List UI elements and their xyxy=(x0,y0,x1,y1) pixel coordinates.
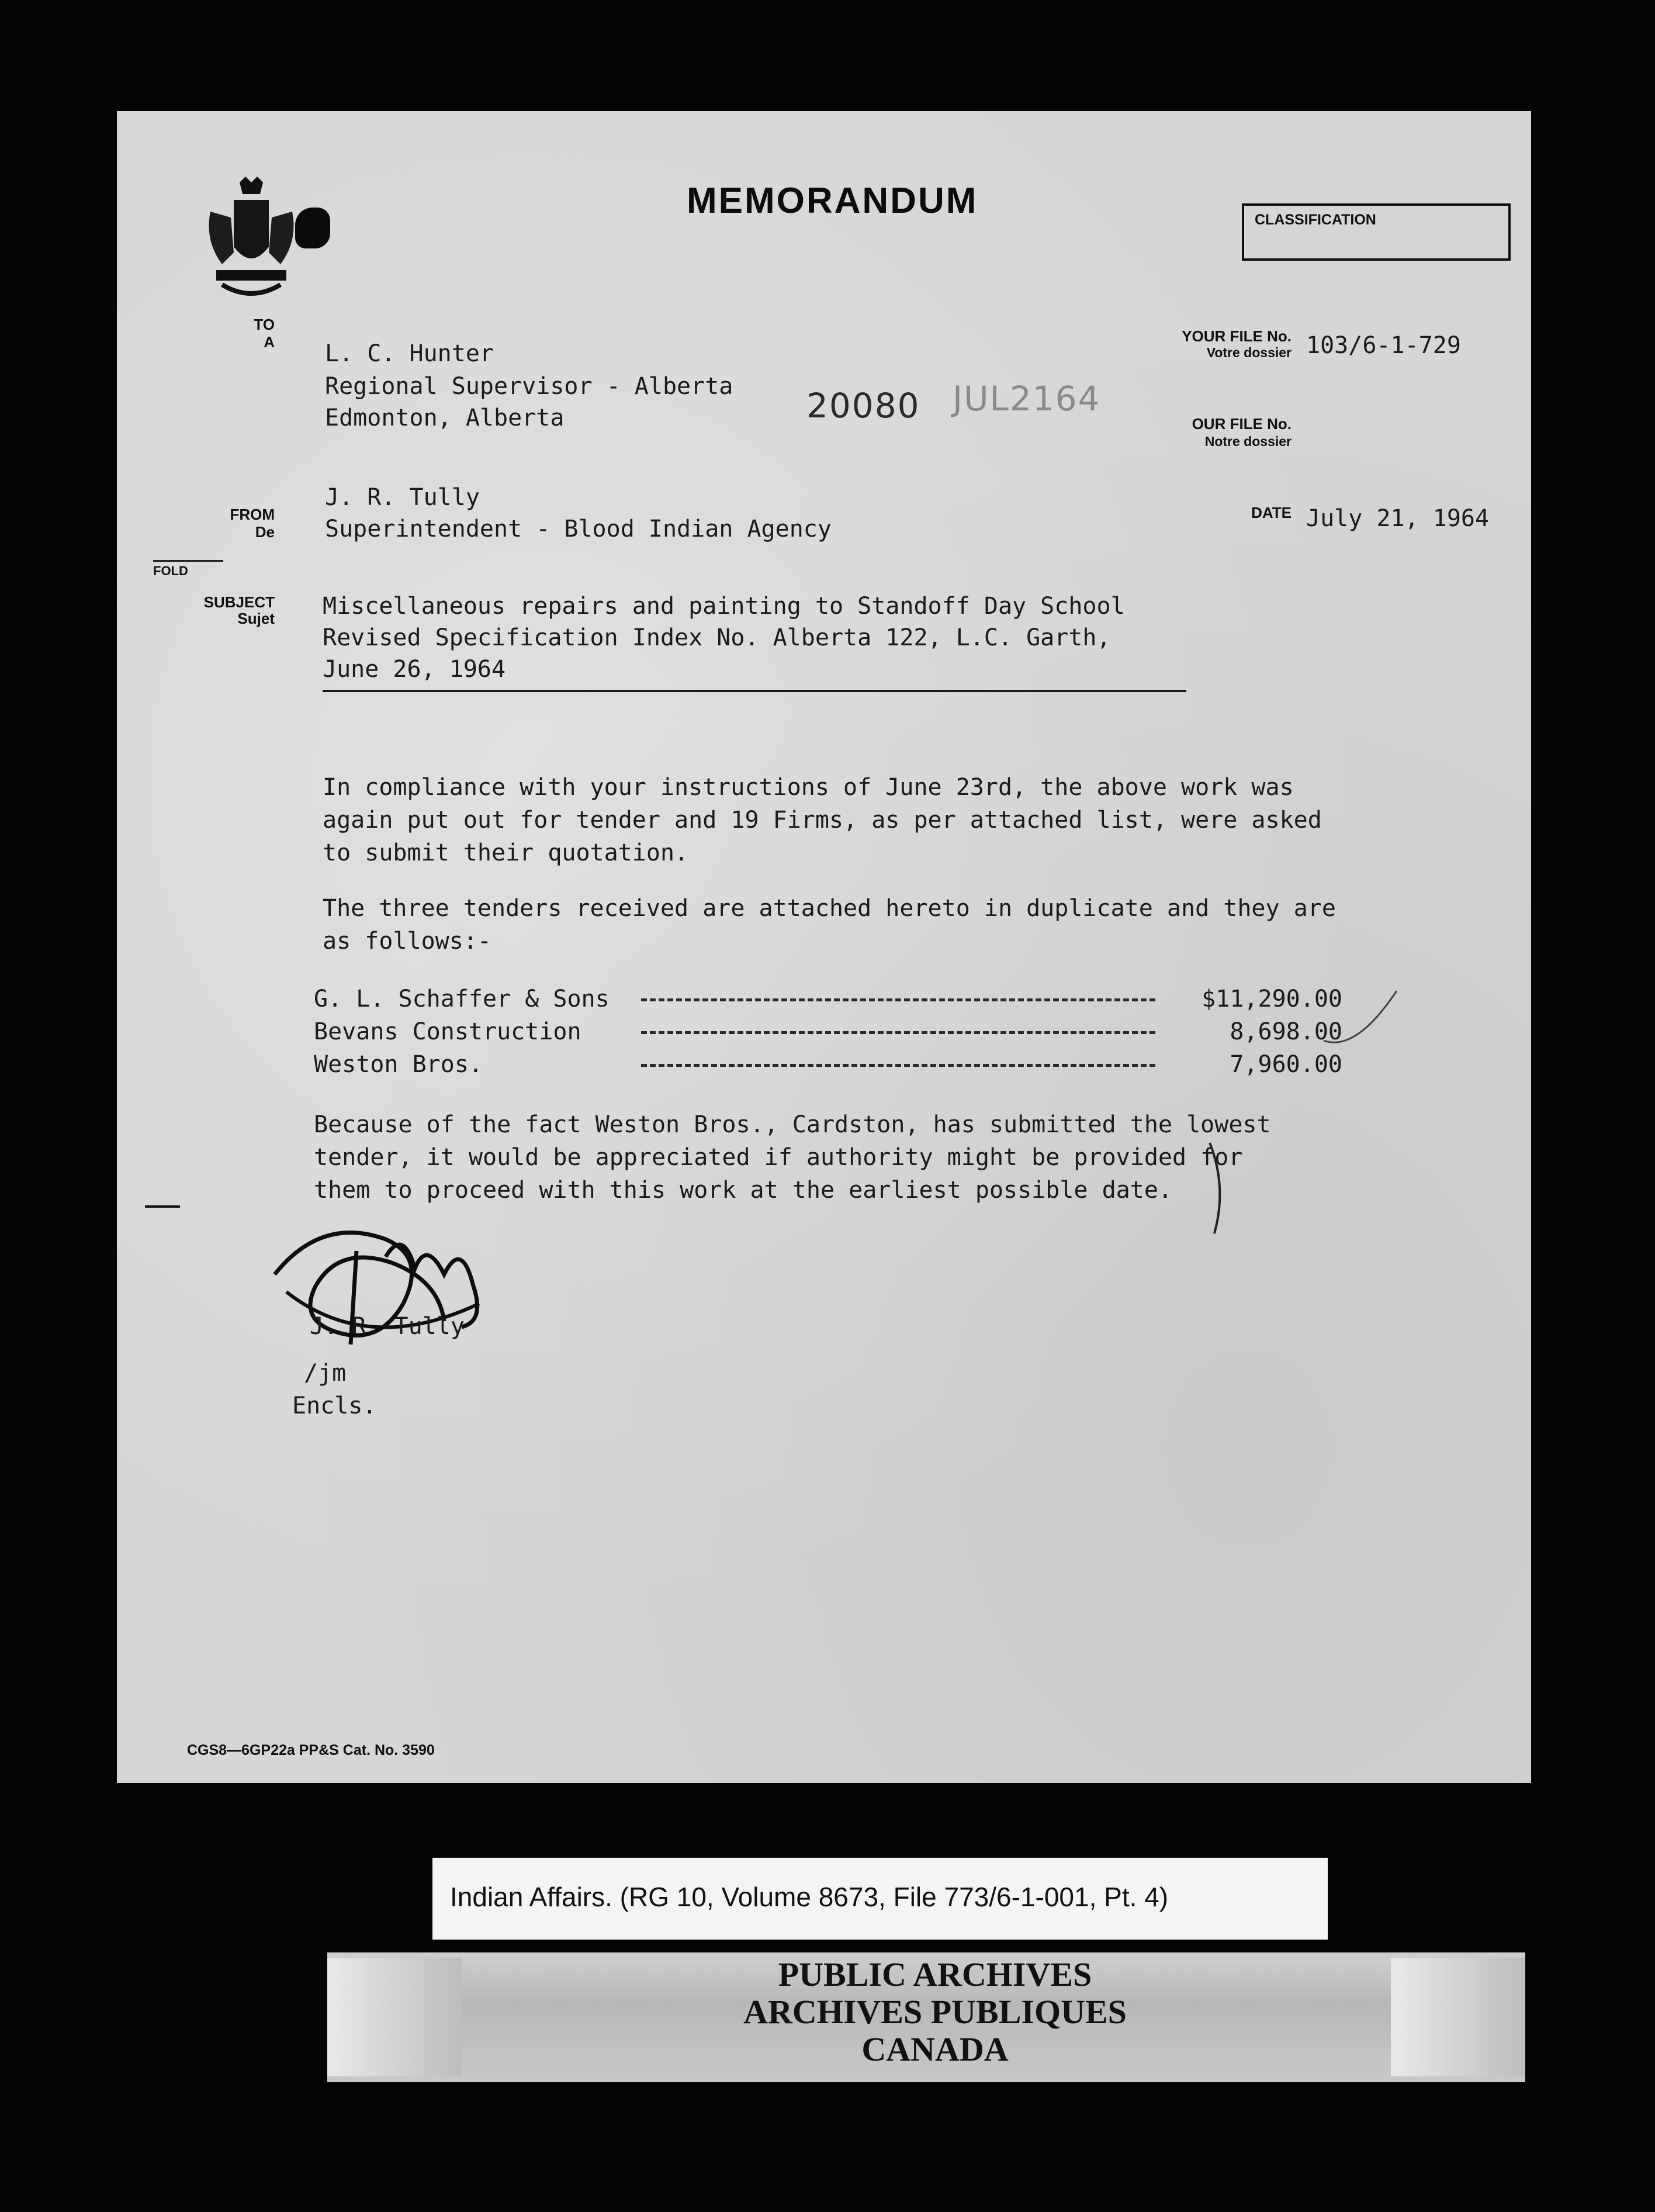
your-file-label-fr: Votre dossier xyxy=(1206,345,1292,360)
tender-row xyxy=(314,982,1342,1016)
subject-underline xyxy=(323,690,1186,692)
fold-label: FOLD xyxy=(153,564,188,578)
body-p1-line-3: to submit their quotation. xyxy=(323,839,689,866)
archive-reference-text: Indian Affairs. (RG 10, Volume 8673, File 773/6-1-001, Pt. 4) xyxy=(450,1882,1169,1912)
tender-amount: $11,290.00 xyxy=(1202,986,1342,1012)
our-file-label-en: OUR FILE No. xyxy=(1192,415,1292,433)
margin-dash xyxy=(145,1205,180,1208)
pencil-bracket-mark xyxy=(1204,1140,1239,1239)
tender-leader xyxy=(641,1031,1155,1034)
tender-row xyxy=(314,1048,1342,1081)
coat-of-arms-emblem xyxy=(199,177,304,305)
your-file-number: 103/6-1-729 xyxy=(1306,332,1461,359)
classification-label: CLASSIFICATION xyxy=(1255,212,1376,228)
subject-line-1: Miscellaneous repairs and painting to Standoff Day School xyxy=(323,593,1125,620)
archive-stamp-text xyxy=(596,1956,1274,2068)
received-stamp-number: 20080 xyxy=(806,386,920,426)
tender-name: G. L. Schaffer & Sons xyxy=(314,986,610,1012)
band-left-cap xyxy=(327,1958,462,2076)
tender-name: Bevans Construction xyxy=(314,1018,581,1045)
body-p3-line-2: tender, it would be appreciated if authority might be provided for xyxy=(314,1144,1243,1171)
form-code: CGS8—6GP22a PP&S Cat. No. 3590 xyxy=(187,1742,435,1758)
body-p1-line-1: In compliance with your instructions of June 23rd, the above work was xyxy=(323,774,1294,801)
to-line-city: Edmonton, Alberta xyxy=(325,405,565,431)
date-label: DATE xyxy=(1251,504,1292,521)
from-label-fr: De xyxy=(255,523,275,541)
archive-reference-label xyxy=(432,1858,1328,1940)
memo-title: MEMORANDUM xyxy=(687,181,978,221)
subject-line-3: June 26, 1964 xyxy=(323,656,506,683)
tender-amount: 7,960.00 xyxy=(1230,1051,1342,1078)
fold-line xyxy=(153,560,223,562)
subject-label-en: SUBJECT xyxy=(203,593,275,611)
received-stamp-date: JUL2164 xyxy=(953,379,1101,419)
tender-row xyxy=(314,1015,1342,1049)
body-p3-line-3: them to proceed with this work at the earliest possible date. xyxy=(314,1177,1173,1204)
to-line-name: L. C. Hunter xyxy=(325,340,494,367)
enclosures-note: Encls. xyxy=(292,1392,377,1419)
tender-leader xyxy=(641,998,1155,1001)
body-p2-line-2: as follows:- xyxy=(323,928,491,955)
handwritten-signature xyxy=(251,1204,532,1380)
archive-stamp-line-2: ARCHIVES PUBLIQUES xyxy=(743,1993,1127,2031)
classification-box xyxy=(1242,203,1511,261)
from-line-name: J. R. Tully xyxy=(325,484,480,511)
body-p2-line-1: The three tenders received are attached hereto in duplicate and they are xyxy=(323,895,1336,922)
your-file-label-en: YOUR FILE No. xyxy=(1182,327,1292,345)
our-file-label-fr: Notre dossier xyxy=(1204,434,1292,449)
archive-stamp-line-1: PUBLIC ARCHIVES xyxy=(778,1955,1092,1993)
signature-typed-name: J. R. Tully xyxy=(310,1313,465,1340)
subject-line-2: Revised Specification Index No. Alberta 122, L.C. Garth, xyxy=(323,624,1111,651)
body-p3-line-1: Because of the fact Weston Bros., Cardston, has submitted the lowest xyxy=(314,1111,1271,1138)
to-label-fr: A xyxy=(264,333,275,351)
date-value: July 21, 1964 xyxy=(1306,505,1490,532)
from-line-title: Superintendent - Blood Indian Agency xyxy=(325,516,832,542)
tender-name: Weston Bros. xyxy=(314,1051,483,1078)
redaction-blot xyxy=(295,208,330,248)
to-label-en: TO xyxy=(254,316,275,333)
tender-amount: 8,698.00 xyxy=(1230,1018,1342,1045)
to-line-title: Regional Supervisor - Alberta xyxy=(325,373,733,400)
body-p1-line-2: again put out for tender and 19 Firms, as per attached list, were asked xyxy=(323,807,1322,834)
archive-stamp-line-3: CANADA xyxy=(861,2030,1009,2068)
memo-page xyxy=(117,111,1531,1783)
archive-stamp-band xyxy=(327,1952,1525,2082)
typist-initials: /jm xyxy=(304,1360,347,1387)
from-label-en: FROM xyxy=(230,506,275,523)
band-right-cap xyxy=(1391,1958,1525,2076)
subject-label-fr: Sujet xyxy=(237,610,275,627)
tender-leader xyxy=(641,1064,1155,1067)
pencil-check-mark xyxy=(1321,988,1403,1058)
